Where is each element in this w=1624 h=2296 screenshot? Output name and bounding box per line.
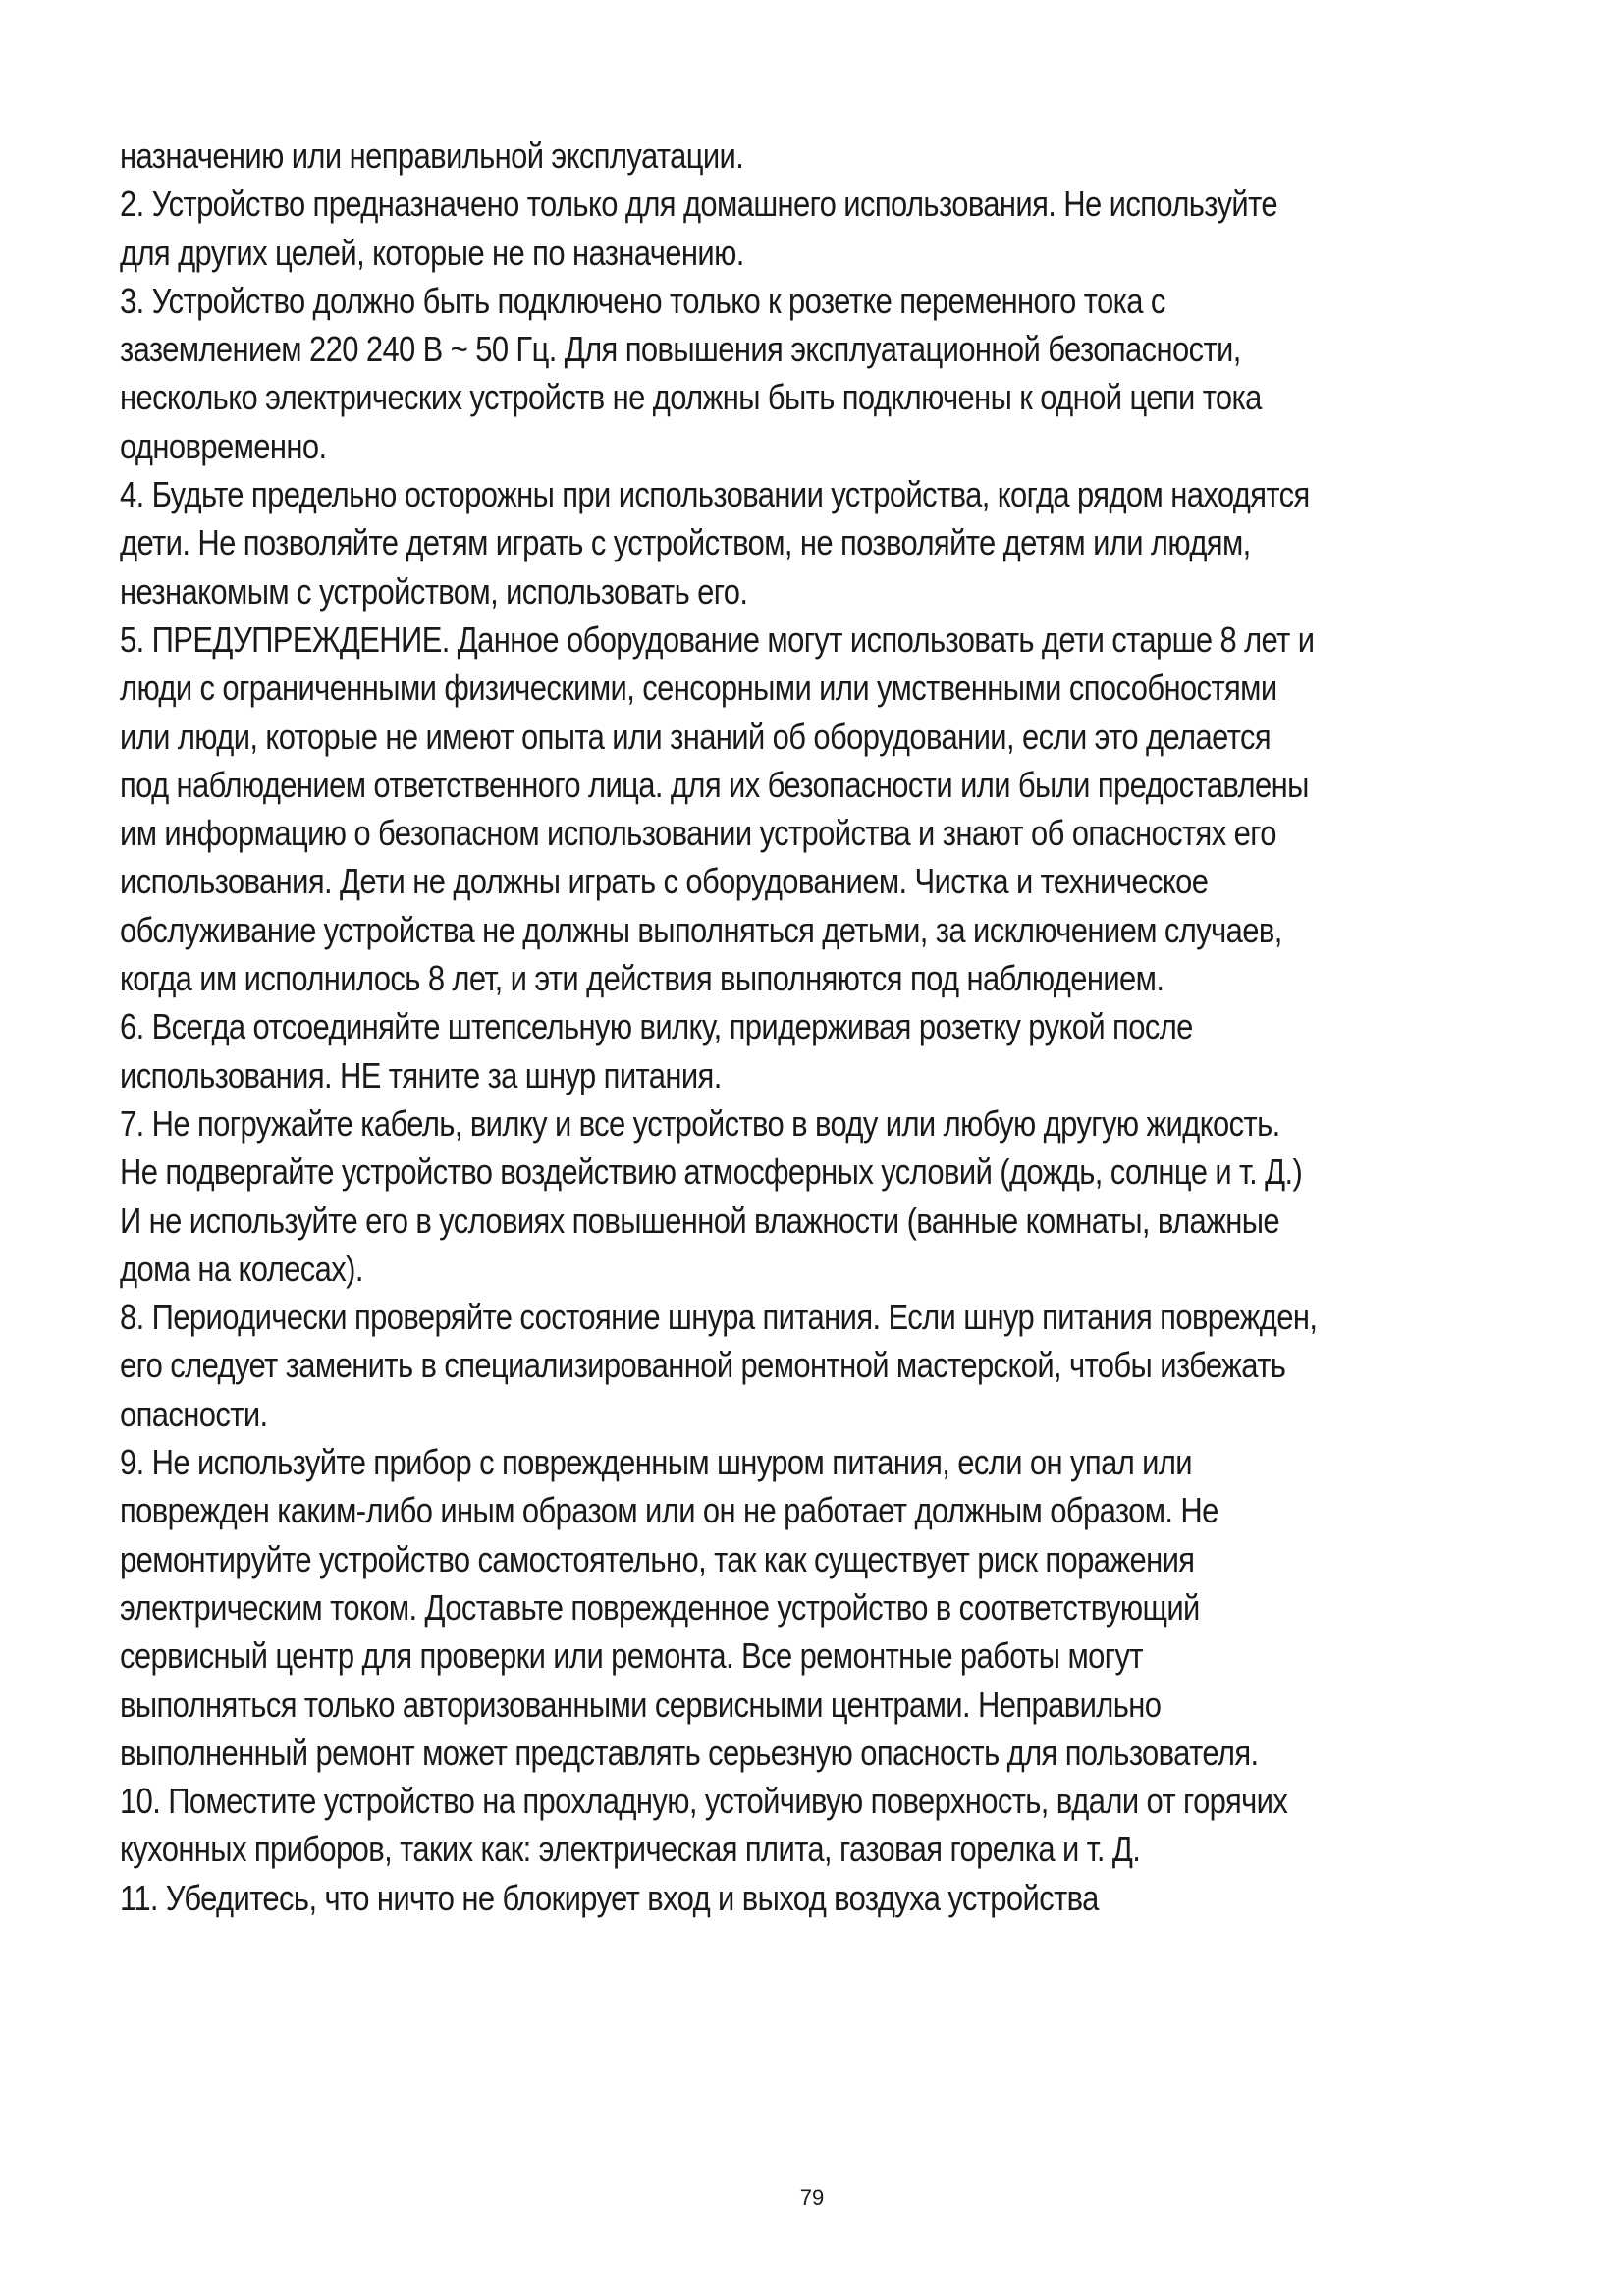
- paragraph-6: 6. Всегда отсоединяйте штепсельную вилку, придерживая розетку рукой после использования. НЕ тяните за шнур питания.: [120, 1006, 1193, 1095]
- paragraph-11: 11. Убедитесь, что ничто не блокирует вход и выход воздуха устройства: [120, 1877, 1099, 1918]
- paragraph-5-warning: 5. ПРЕДУПРЕЖДЕНИЕ. Данное оборудование могут использовать дети старше 8 лет и люди с ограниченными физическими, сенсорными или умственными способностями или люди, которые не имеют опыта или знаний об оборудовании, если это делается под наблюдением ответственного лица. для их безопасности или были предоставлены им информацию о безопасном использовании устройства и знают об опасностях его использования. Дети не должны играть с оборудованием. Чистка и техническое обслуживание устройства не должны выполняться детьми, за исключением случаев, когда им исполнилось 8 лет, и эти действия выполняются под наблюдением.: [120, 618, 1315, 999]
- paragraph-9: 9. Не используйте прибор с поврежденным шнуром питания, если он упал или поврежден каким-либо иным образом или он не работает должным образом. Не ремонтируйте устройство самостоятельно, так как существует риск поражения электрическим током. Доставьте поврежденное устройство в соответствующий сервисный центр для проверки или ремонта. Все ремонтные работы могут выполняться только авторизованными сервисными центрами. Неправильно выполненный ремонт может представлять серьезную опасность для пользователя.: [120, 1442, 1259, 1773]
- paragraph-10: 10. Поместите устройство на прохладную, устойчивую поверхность, вдали от горячих кухонных приборов, таких как: электрическая плита, газовая горелка и т. Д.: [120, 1781, 1288, 1870]
- paragraph-2: 2. Устройство предназначено только для домашнего использования. Не используйте для других целей, которые не по назначению.: [120, 184, 1277, 273]
- paragraph-3: 3. Устройство должно быть подключено только к розетке переменного тока с заземлением 220 240 В ~ 50 Гц. Для повышения эксплуатационной безопасности, несколько электрических устройств не должны быть подключены к одной цепи тока одновременно.: [120, 280, 1262, 466]
- paragraph-7: 7. Не погружайте кабель, вилку и все устройство в воду или любую другую жидкость. Не подвергайте устройство воздействию атмосферных условий (дождь, солнце и т. Д.) И не используйте его в условиях повышенной влажности (ванные комнаты, влажные дома на колесах).: [120, 1102, 1303, 1289]
- paragraph-8: 8. Периодически проверяйте состояние шнура питания. Если шнур питания поврежден, его следует заменить в специализированной ремонтной мастерской, чтобы избежать опасности.: [120, 1297, 1318, 1434]
- body-text: [120, 132, 1319, 1922]
- page-number: 79: [799, 2185, 825, 2210]
- paragraph-4: 4. Будьте предельно осторожны при использовании устройства, когда рядом находятся дети. Не позволяйте детям играть с устройством, не позволяйте детям или людям, незнакомым с устройством, использовать его.: [120, 474, 1310, 612]
- paragraph-1-continuation: назначению или неправильной эксплуатации.: [120, 135, 744, 176]
